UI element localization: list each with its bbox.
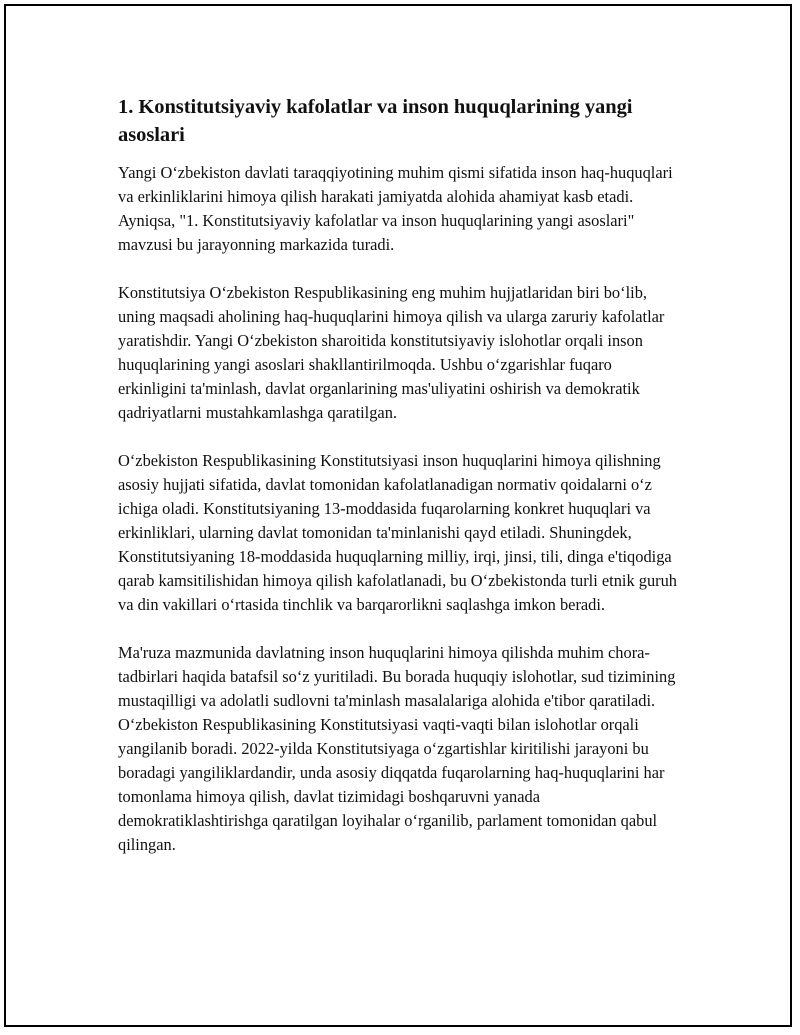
paragraph-reforms: Ma'ruza mazmunida davlatning inson huquqlarini himoya qilishda muhim chora-tadbirlari haqida batafsil so‘z yuritiladi. Bu borada huquqiy islohotlar, sud tizimining mustaqilligi va adolatli sudlovni ta'minlash masalalariga alohida e'tibor qaratiladi. O‘zbekiston Respublikasining Konstitutsiyasi vaqti-vaqti bilan islohotlar orqali yangilanib boradi. 2022-yilda Konstitutsiyaga o‘zgartishlar kiritilishi jarayoni bu boradagi yangiliklardandir, unda asosiy diqqatda fuqarolarning haq-huquqlarini har tomonlama himoya qilish, davlat tizimidagi boshqaruvni yanada demokratiklashtirishga qaratilgan loyihalar o‘rganilib, parlament tomonidan qabul qilingan. xyxy=(118,643,676,854)
paragraph-constitution: Konstitutsiya O‘zbekiston Respublikasining eng muhim hujjatlaridan biri bo‘lib, uning maqsadi aholining haq-huquqlarini himoya qilish va ularga zaruriy kafolatlar yaratishdir. Yangi O‘zbekiston sharoitida konstitutsiyaviy islohotlar orqali inson huquqlarining yangi asoslari shakllantirilmoqda. Ushbu o‘zgarishlar fuqaro erkinligini ta'minlash, davlat organlarining mas'uliyatini oshirish va demokratik qadriyatlarni mustahkamlashga qaratilgan. xyxy=(118,283,665,422)
paragraph-intro: Yangi O‘zbekiston davlati taraqqiyotining muhim qismi sifatida inson haq-huquqlari va erkinliklarini himoya qilish harakati jamiyatda alohida ahamiyat kasb etadi. Ayniqsa, "1. Konstitutsiyaviy kafolatlar va inson huquqlarining yangi asoslari" mavzusi bu jarayonning markazida turadi. xyxy=(118,163,673,254)
document-body xyxy=(118,93,683,881)
document-title: 1. Konstitutsiyaviy kafolatlar va inson huquqlarining yangi asoslari xyxy=(118,96,633,146)
paragraph-articles: O‘zbekiston Respublikasining Konstitutsiyasi inson huquqlarini himoya qilishning asosiy hujjati sifatida, davlat tomonidan kafolatlanadigan normativ qoidalarni o‘z ichiga oladi. Konstitutsiyaning 13-moddasida fuqarolarning konkret huquqlari va erkinliklari, ularning davlat tomonidan ta'minlanishi qayd etiladi. Shuningdek, Konstitutsiyaning 18-moddasida huquqlarning milliy, irqi, jinsi, tili, dinga e'tiqodiga qarab kamsitilishidan himoya qilish kafolatlanadi, bu O‘zbekistonda turli etnik guruh va din vakillari o‘rtasida tinchlik va barqarorlikni saqlashga imkon beradi. xyxy=(118,451,677,614)
